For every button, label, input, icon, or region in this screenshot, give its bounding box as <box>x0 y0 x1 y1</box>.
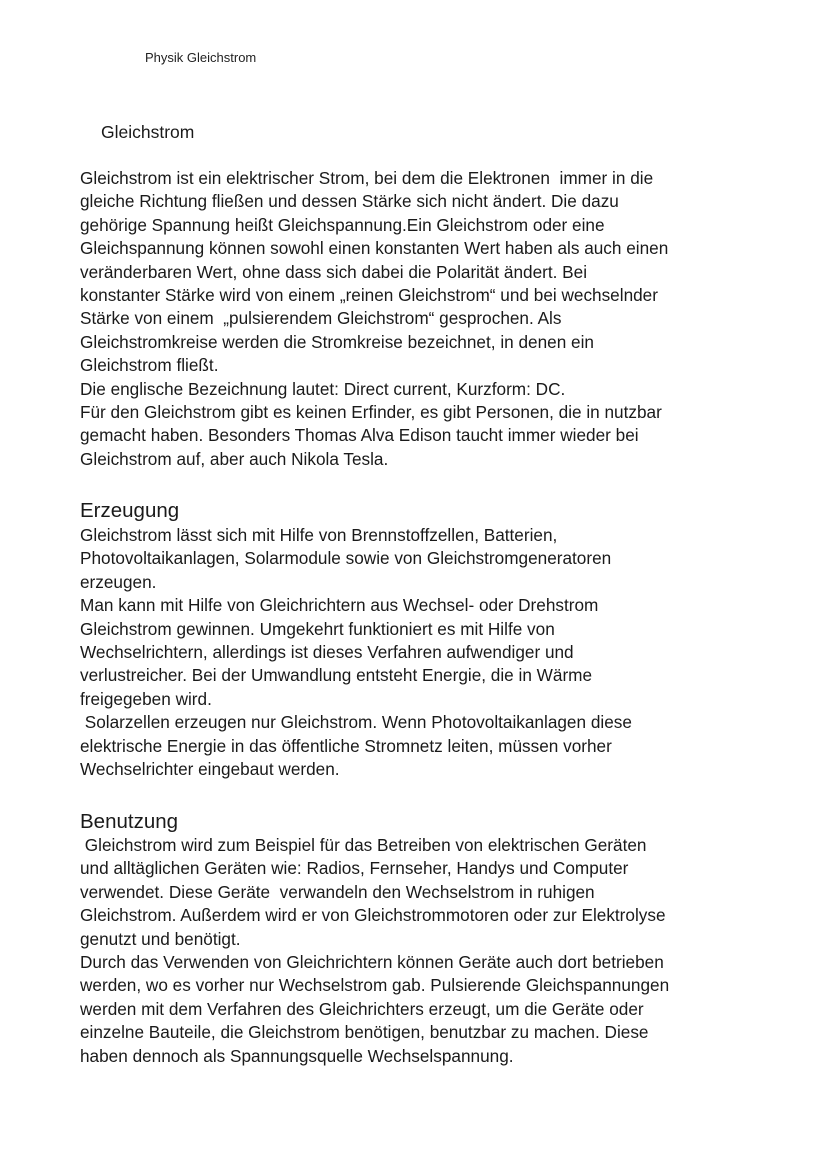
text-line: gemacht haben. Besonders Thomas Alva Edison taucht immer wieder bei <box>80 425 639 446</box>
text-line: Gleichspannung können sowohl einen konstanten Wert haben als auch einen <box>80 238 669 259</box>
text-line: Gleichstrom lässt sich mit Hilfe von Brennstoffzellen, Batterien, <box>80 525 558 545</box>
text-line: und alltäglichen Geräten wie: Radios, Fernseher, Handys und Computer <box>80 858 629 879</box>
text-line: elektrische Energie in das öffentliche Stromnetz leiten, müssen vorher <box>80 735 612 756</box>
text-line: Man kann mit Hilfe von Gleichrichtern aus Wechsel- oder Drehstrom <box>80 595 599 616</box>
text-line: Gleichstrom wird zum Beispiel für das Betreiben von elektrischen Geräten <box>80 835 647 855</box>
text-line: freigegeben wird. <box>80 688 212 709</box>
intro-paragraph <box>80 167 770 471</box>
text-line: werden mit dem Verfahren des Gleichrichters erzeugt, um die Geräte oder <box>80 998 644 1019</box>
text-line: werden, wo es vorher nur Wechselstrom gab. Pulsierende Gleichspannungen <box>80 975 670 996</box>
section-heading-erzeugung: Erzeugung <box>80 499 180 522</box>
text-line: einzelne Bauteile, die Gleichstrom benötigen, benutzbar zu machen. Diese <box>80 1022 649 1043</box>
text-line: Gleichstrom fließt. <box>80 355 219 376</box>
text-line: Gleichstrom. Außerdem wird er von Gleichstrommotoren oder zur Elektrolyse <box>80 905 666 926</box>
text-line: verwendet. Diese Geräte verwandeln den Wechselstrom in ruhigen <box>80 881 595 902</box>
text-line: konstanter Stärke wird von einem „reinen Gleichstrom“ und bei wechselnder <box>80 285 658 306</box>
page-header: Physik Gleichstrom <box>145 50 257 65</box>
text-line: Durch das Verwenden von Gleichrichtern können Geräte auch dort betrieben <box>80 952 664 973</box>
text-line: Wechselrichter eingebaut werden. <box>80 759 340 780</box>
benutzung-paragraph <box>80 834 770 1068</box>
text-line: gehörige Spannung heißt Gleichspannung.Ein Gleichstrom oder eine <box>80 214 605 235</box>
text-line: Gleichstromkreise werden die Stromkreise bezeichnet, in denen ein <box>80 331 594 352</box>
text-line: verlustreicher. Bei der Umwandlung entsteht Energie, die in Wärme <box>80 665 593 686</box>
text-line: genutzt und benötigt. <box>80 928 241 949</box>
text-line: Stärke von einem „pulsierendem Gleichstrom“ gesprochen. Als <box>80 308 562 329</box>
text-line: gleiche Richtung fließen und dessen Stärke sich nicht ändert. Die dazu <box>80 191 619 212</box>
document-title: Gleichstrom <box>101 122 195 142</box>
text-line: veränderbaren Wert, ohne dass sich dabei die Polarität ändert. Bei <box>80 261 588 282</box>
text-line: Für den Gleichstrom gibt es keinen Erfinder, es gibt Personen, die in nutzbar <box>80 402 662 423</box>
section-heading-benutzung: Benutzung <box>80 810 179 833</box>
text-line: Solarzellen erzeugen nur Gleichstrom. Wenn Photovoltaikanlagen diese <box>80 712 632 733</box>
text-line: Photovoltaikanlagen, Solarmodule sowie von Gleichstromgeneratoren <box>80 548 612 569</box>
text-line: Wechselrichtern, allerdings ist dieses Verfahren aufwendiger und <box>80 642 574 663</box>
text-line: Gleichstrom ist ein elektrischer Strom, bei dem die Elektronen immer in die <box>80 168 654 188</box>
text-line: Gleichstrom gewinnen. Umgekehrt funktioniert es mit Hilfe von <box>80 618 555 639</box>
text-line: Gleichstrom auf, aber auch Nikola Tesla. <box>80 448 389 469</box>
text-line: haben dennoch als Spannungsquelle Wechselspannung. <box>80 1045 514 1066</box>
text-line: erzeugen. <box>80 571 157 592</box>
erzeugung-paragraph <box>80 524 770 781</box>
text-line: Die englische Bezeichnung lautet: Direct current, Kurzform: DC. <box>80 378 566 399</box>
